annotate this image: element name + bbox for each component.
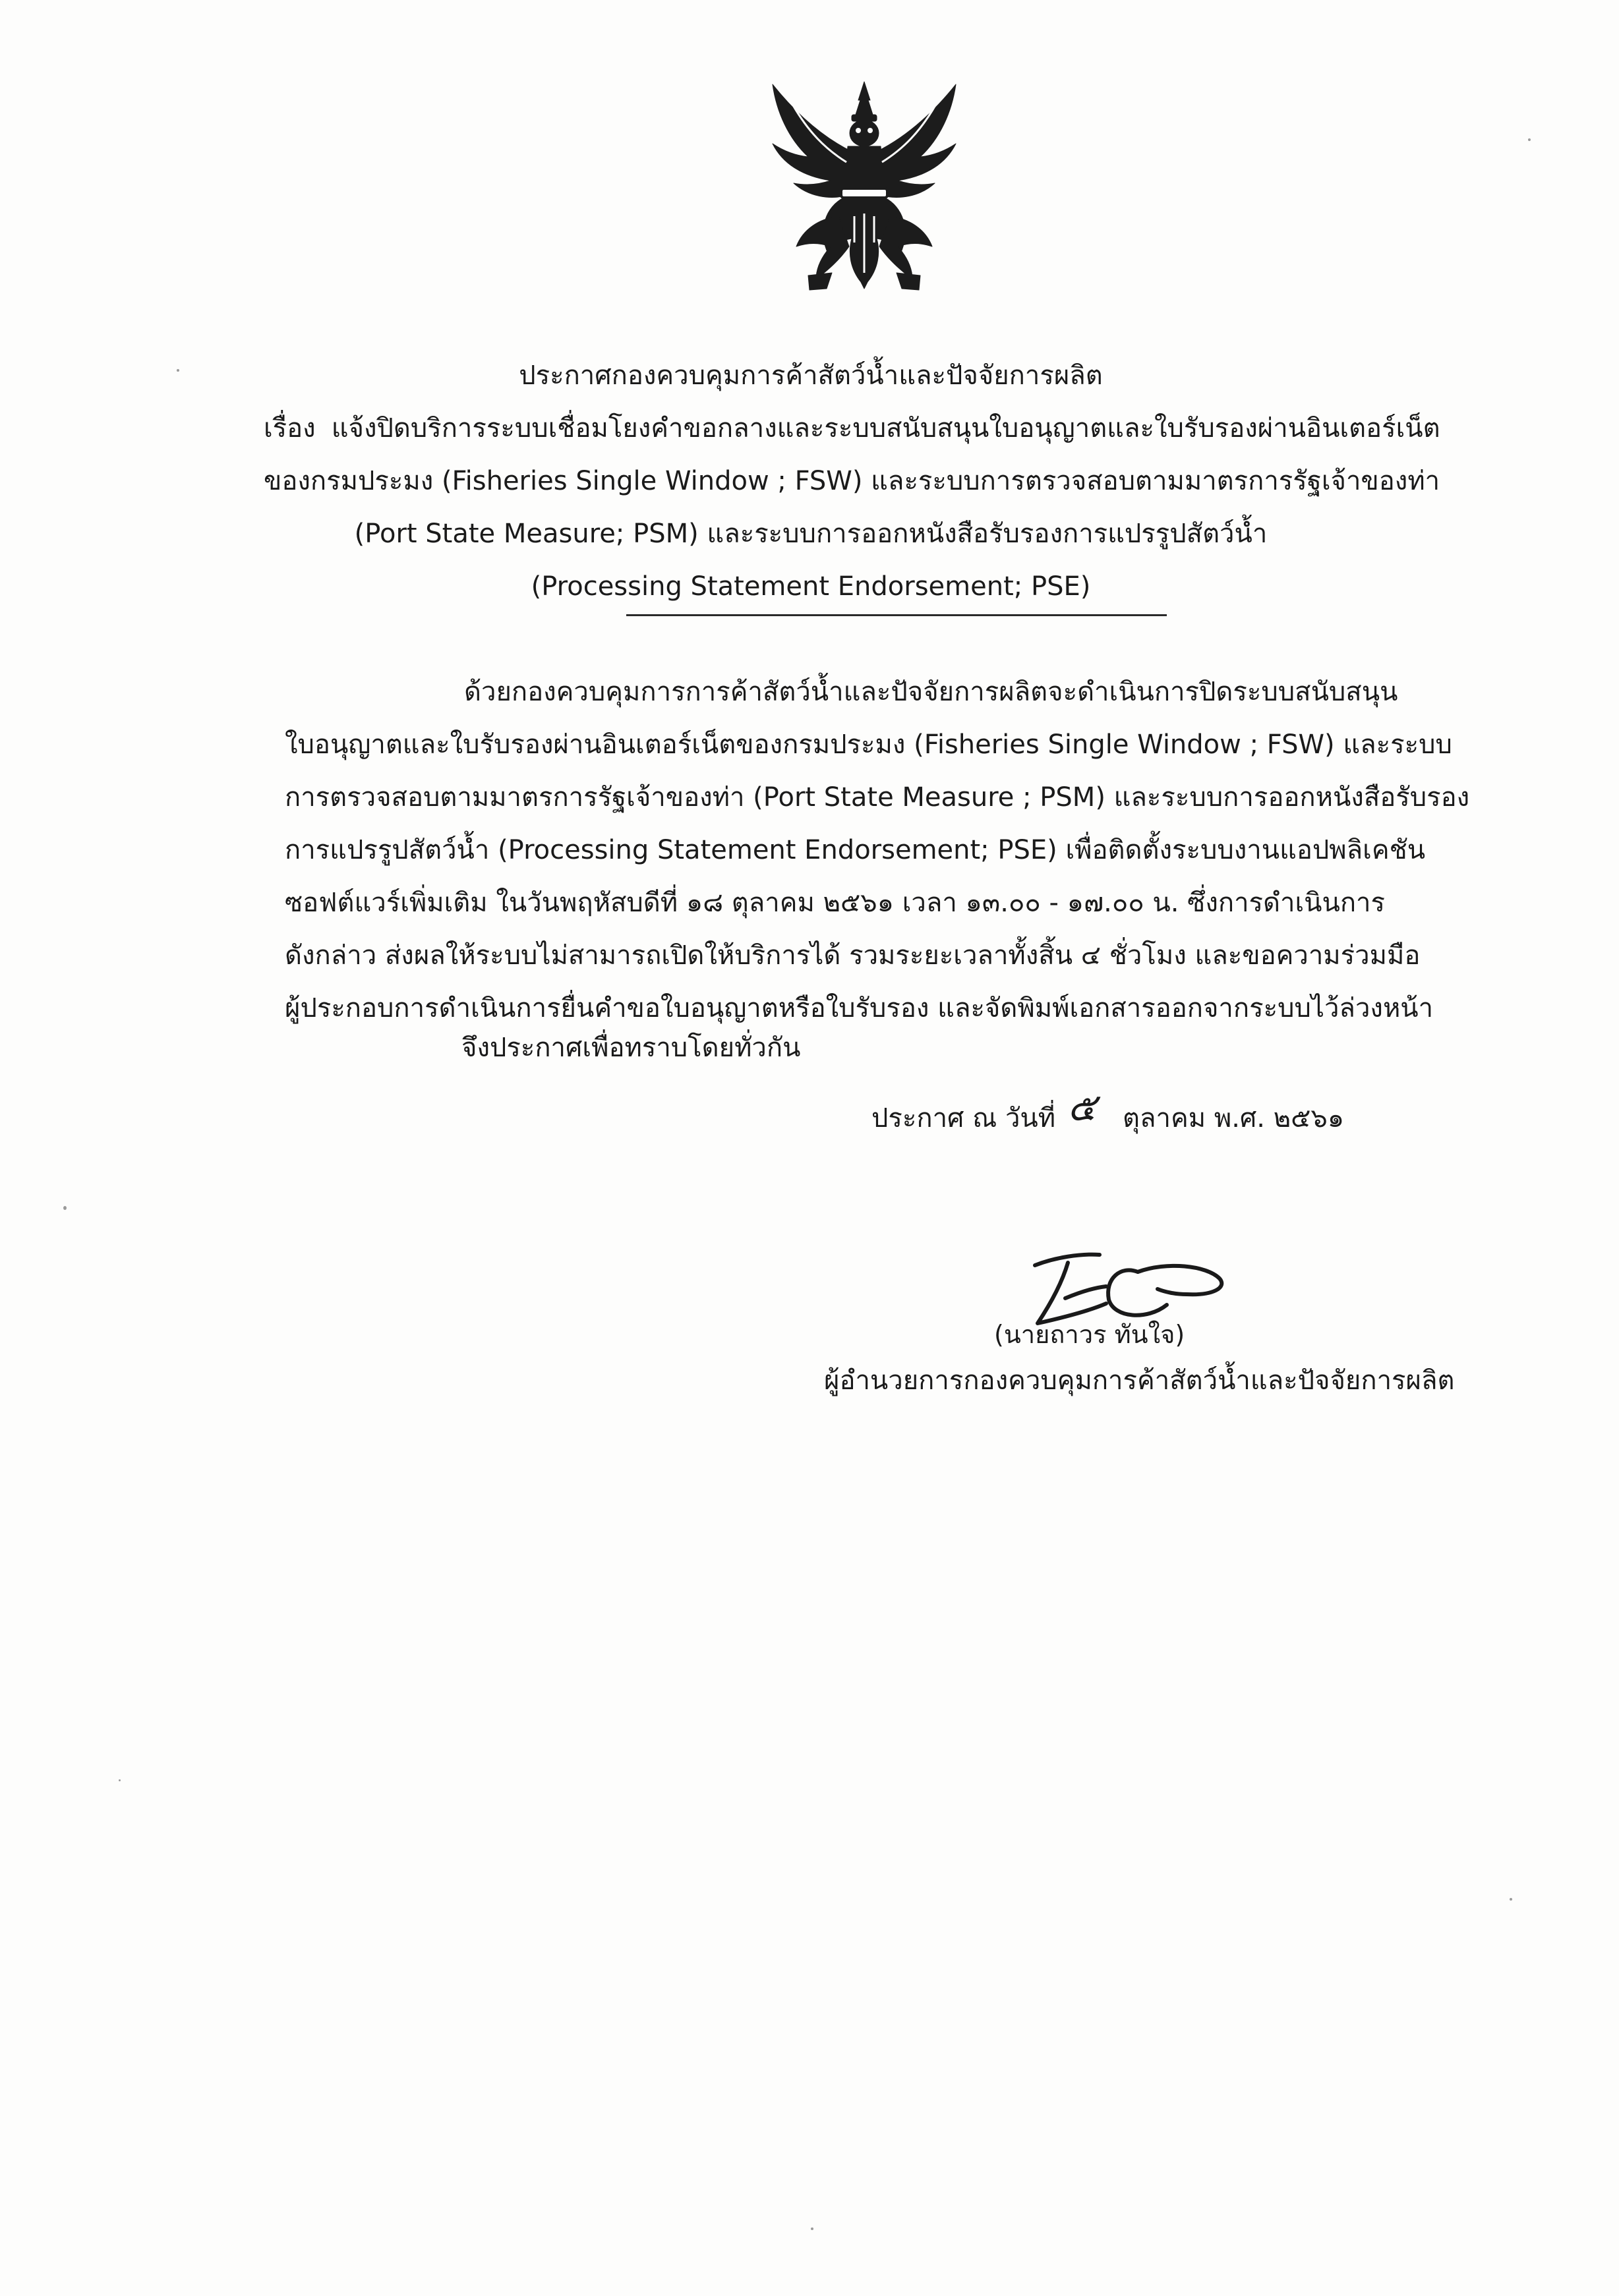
body-line: ซอฟต์แวร์เพิ่มเติม ในวันพฤหัสบดีที่ ๑๘ ตุลาคม ๒๕๖๑ เวลา ๑๓.๐๐ - ๑๗.๐๐ น. ซึ่งการดำเนินการ [285,888,1385,918]
header-divider [626,614,1167,616]
date-month-year: ตุลาคม พ.ศ. ๒๕๖๑ [1123,1103,1345,1134]
subject-text: แจ้งปิดบริการระบบเชื่อมโยงคำขอกลางและระบบสนับสนุนใบอนุญาตและใบรับรองผ่านอินเตอร์เน็ต [331,413,1440,444]
signer-name: (นายถาวร ทันใจ) [994,1320,1185,1349]
body-line: การตรวจสอบตามมาตรการรัฐเจ้าของท่า (Port State Measure ; PSM) และระบบการออกหนังสือรับรอง [285,782,1470,813]
subject-label: เรื่อง [264,413,316,444]
subject-text-continued: (Port State Measure; PSM) และระบบการออกหนังสือรับรองการแปรรูปสัตว์น้ำ [354,519,1268,549]
scan-speck [1528,138,1531,141]
body-line: ดังกล่าว ส่งผลให้ระบบไม่สามารถเปิดให้บริการได้ รวมระยะเวลาทั้งสิ้น ๔ ชั่วโมง และขอความร่วมมือ [285,940,1421,971]
issuing-office-title: ประกาศกองควบคุมการค้าสัตว์น้ำและปัจจัยการผลิต [519,360,1103,391]
subject-text-continued: (Processing Statement Endorsement; PSE) [531,571,1091,602]
date-prefix: ประกาศ ณ วันที่ [871,1103,1056,1134]
subject-text-continued: ของกรมประมง (Fisheries Single Window ; FSW) และระบบการตรวจสอบตามมาตรการรัฐเจ้าของท่า [264,466,1440,496]
closing-statement: จึงประกาศเพื่อทราบโดยทั่วกัน [461,1033,801,1063]
scan-speck [177,369,179,372]
scan-speck [119,1779,121,1781]
subject-line [264,402,1440,455]
announcement-date [871,1087,1344,1145]
scan-speck [1510,1898,1512,1901]
scan-speck [811,2227,813,2230]
scan-speck [63,1206,67,1210]
announcement-body [285,666,1470,1035]
signer-title: ผู้อำนวยการกองควบคุมการค้าสัตว์น้ำและปัจจัยการผลิต [824,1365,1455,1396]
garuda-emblem-icon [753,78,976,299]
body-line: การแปรรูปสัตว์น้ำ (Processing Statement Endorsement; PSE) เพื่อติดตั้งระบบงานแอปพลิเคชัน [285,835,1426,865]
body-line: ใบอนุญาตและใบรับรองผ่านอินเตอร์เน็ตของกรมประมง (Fisheries Single Window ; FSW) และระบบ [285,730,1452,760]
body-line: ด้วยกองควบคุมการการค้าสัตว์น้ำและปัจจัยการผลิตจะดำเนินการปิดระบบสนับสนุน [464,677,1398,707]
body-line: ผู้ประกอบการดำเนินการยื่นคำขอใบอนุญาตหรือใบรับรอง และจัดพิมพ์เอกสารออกจากระบบไว้ล่วงหน้า [285,993,1434,1023]
announcement-header [264,349,1440,613]
date-day: ๕ [1067,1085,1097,1130]
